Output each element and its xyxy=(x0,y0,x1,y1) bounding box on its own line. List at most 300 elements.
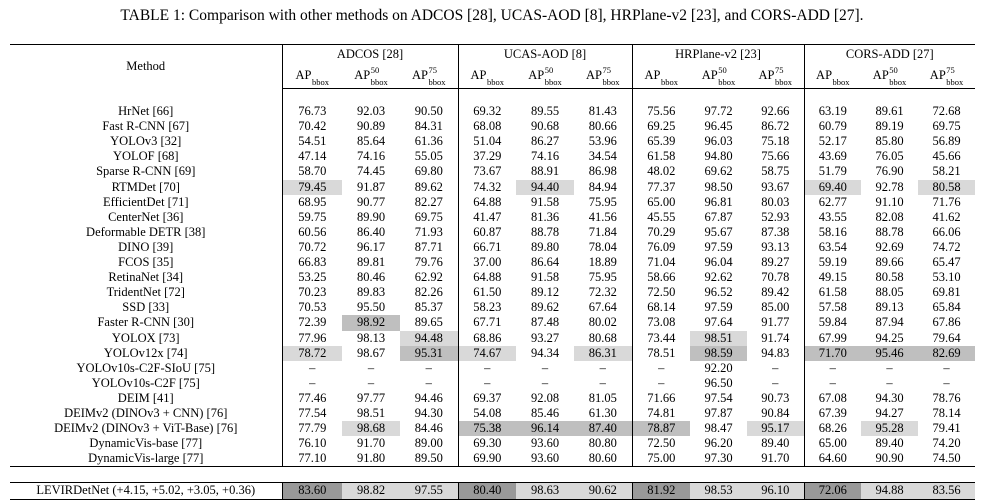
metric-label: AP bbox xyxy=(295,67,329,87)
value-cell: 94.88 xyxy=(861,483,918,499)
value-cell: – xyxy=(541,360,549,375)
value-cell: 80.46 xyxy=(356,270,386,285)
value-cell: 87.38 xyxy=(761,224,790,239)
value-cell: 80.80 xyxy=(588,436,617,451)
value-cell: 91.10 xyxy=(875,194,904,209)
metric-label: AP bbox xyxy=(816,67,850,87)
value-cell: 71.04 xyxy=(632,255,690,270)
value-cell: 67.99 xyxy=(804,331,861,346)
value-cell: 78.76 xyxy=(932,390,961,405)
value-cell: – xyxy=(804,361,861,376)
value-cell: 81.05 xyxy=(588,390,617,405)
value-cell: 89.55 xyxy=(530,104,560,119)
value-cell: 80.58 xyxy=(918,180,975,195)
value-cell: 73.08 xyxy=(632,315,690,330)
value-cell: 89.40 xyxy=(761,436,790,451)
value-cell: 86.27 xyxy=(530,134,560,149)
value-cell: 93.67 xyxy=(761,179,790,194)
method-name: YOLOv12x [74] xyxy=(103,345,188,360)
value-cell: 98.82 xyxy=(342,483,400,499)
value-cell: 53.25 xyxy=(282,270,342,285)
value-cell: 59.19 xyxy=(804,255,861,270)
value-cell: 41.56 xyxy=(588,209,617,224)
value-cell: 69.90 xyxy=(458,451,516,467)
value-cell: 70.29 xyxy=(632,225,690,240)
value-cell: 85.64 xyxy=(356,134,386,149)
value-cell: 65.00 xyxy=(804,436,861,451)
value-cell: 98.53 xyxy=(690,483,747,499)
value-cell: 77.37 xyxy=(632,180,690,195)
value-cell: 98.92 xyxy=(342,315,400,330)
table-row xyxy=(10,255,975,270)
metric-header xyxy=(632,63,690,89)
value-cell: 90.68 xyxy=(530,119,560,134)
value-cell: 72.68 xyxy=(932,104,961,119)
value-cell: 89.27 xyxy=(761,255,790,270)
value-cell: 72.50 xyxy=(632,285,690,300)
method-name: EfficientDet [71] xyxy=(103,194,189,209)
value-cell: 89.66 xyxy=(875,255,904,270)
value-cell: 68.26 xyxy=(804,421,861,436)
method-name: HrNet [66] xyxy=(118,104,174,119)
value-cell: 69.75 xyxy=(414,209,443,224)
value-cell: 97.30 xyxy=(690,451,747,467)
value-cell: 67.71 xyxy=(458,315,516,330)
value-cell: 75.18 xyxy=(761,134,790,149)
value-cell: 52.93 xyxy=(761,209,790,224)
value-cell: 89.62 xyxy=(530,300,560,315)
value-cell: 65.00 xyxy=(632,195,690,210)
value-cell: 37.29 xyxy=(458,149,516,164)
value-cell: 98.59 xyxy=(690,346,747,361)
value-cell: 80.66 xyxy=(588,119,617,134)
value-cell: – xyxy=(632,361,690,376)
value-cell: 64.88 xyxy=(458,195,516,210)
value-cell: 97.77 xyxy=(356,390,386,405)
value-cell: 87.71 xyxy=(414,239,443,254)
table-row xyxy=(10,406,975,421)
value-cell: 90.73 xyxy=(761,390,790,405)
value-cell: 66.06 xyxy=(932,224,961,239)
value-cell: 89.83 xyxy=(356,285,386,300)
value-cell: 65.84 xyxy=(932,300,961,315)
value-cell: 90.50 xyxy=(414,104,443,119)
value-cell: 79.76 xyxy=(414,255,443,270)
metric-label: AP$^{50}$ bbox xyxy=(872,64,907,87)
value-cell: 76.05 xyxy=(875,149,904,164)
value-cell: 92.03 xyxy=(356,104,386,119)
value-cell: – xyxy=(367,360,375,375)
method-name: YOLOv3 [32] xyxy=(110,134,182,149)
value-cell: 55.05 xyxy=(414,149,443,164)
value-cell: 80.02 xyxy=(588,315,617,330)
value-cell: 83.56 xyxy=(918,483,975,499)
value-cell: 64.88 xyxy=(458,270,516,285)
method-name: YOLOv10s-C2F-SIoU [75] xyxy=(76,360,216,375)
value-cell: – xyxy=(632,376,690,391)
value-cell: 64.60 xyxy=(804,451,861,467)
value-cell: 95.67 xyxy=(704,224,733,239)
value-cell: 77.54 xyxy=(282,406,342,421)
value-cell: 85.00 xyxy=(761,300,790,315)
value-cell: 58.66 xyxy=(632,270,690,285)
value-cell: 67.08 xyxy=(804,391,861,406)
value-cell: 98.47 xyxy=(704,421,733,436)
metric-header xyxy=(458,63,516,89)
value-cell: 89.65 xyxy=(414,315,443,330)
value-cell: 95.28 xyxy=(861,421,918,436)
value-cell: 96.14 xyxy=(516,421,574,436)
table-row xyxy=(10,376,975,391)
value-cell: 85.37 xyxy=(414,300,443,315)
value-cell: 69.62 xyxy=(704,164,733,179)
value-cell: 78.72 xyxy=(282,346,342,361)
value-cell: 61.30 xyxy=(588,405,617,420)
value-cell: 69.30 xyxy=(458,436,516,451)
value-cell: 74.16 xyxy=(356,149,386,164)
value-cell: 89.13 xyxy=(875,300,904,315)
method-name: Faster R-CNN [30] xyxy=(97,315,194,330)
value-cell: 18.89 xyxy=(588,255,617,270)
value-cell: 88.05 xyxy=(875,285,904,300)
value-cell: 96.52 xyxy=(704,285,733,300)
value-cell: 70.53 xyxy=(282,300,342,315)
group-header-cors-add xyxy=(804,45,975,64)
value-cell: 58.21 xyxy=(932,164,961,179)
metric-header xyxy=(918,63,975,89)
table-row xyxy=(10,331,975,346)
value-cell: 88.78 xyxy=(530,224,560,239)
value-cell: 96.50 xyxy=(704,375,733,390)
group-label: ADCOS [28] xyxy=(336,47,404,61)
method-name: LEVIRDetNet (+4.15, +5.02, +3.05, +0.36) xyxy=(10,483,282,499)
method-name: CenterNet [36] xyxy=(108,209,184,224)
table-row xyxy=(10,104,975,119)
value-cell: 90.89 xyxy=(356,119,386,134)
value-cell: 92.69 xyxy=(875,239,904,254)
final-row xyxy=(10,483,975,499)
value-cell: 74.72 xyxy=(932,239,961,254)
value-cell: 56.89 xyxy=(932,134,961,149)
value-cell: 94.30 xyxy=(414,405,443,420)
group-header-row xyxy=(10,45,975,64)
value-cell: 76.09 xyxy=(632,240,690,255)
value-cell: 84.31 xyxy=(414,119,443,134)
group-label: UCAS-AOD [8] xyxy=(503,47,587,61)
value-cell: 91.70 xyxy=(356,436,386,451)
value-cell: – xyxy=(282,376,342,391)
metric-header xyxy=(400,63,458,89)
value-cell: – xyxy=(367,375,375,390)
value-cell: 68.86 xyxy=(458,331,516,346)
method-name: DEIM [41] xyxy=(117,390,174,405)
value-cell: 43.69 xyxy=(804,149,861,164)
value-cell: 91.58 xyxy=(530,270,560,285)
value-cell: 65.39 xyxy=(632,134,690,149)
value-cell: 74.16 xyxy=(530,149,560,164)
spacer-row xyxy=(10,89,975,105)
value-cell: 67.64 xyxy=(588,300,617,315)
table-row xyxy=(10,119,975,134)
value-cell: 94.46 xyxy=(414,390,443,405)
method-name: YOLOv10s-C2F [75] xyxy=(91,375,200,390)
value-cell: 51.04 xyxy=(458,134,516,149)
value-cell: 34.54 xyxy=(588,149,617,164)
value-cell: 68.08 xyxy=(458,119,516,134)
metric-header xyxy=(804,63,861,89)
value-cell: 67.86 xyxy=(932,315,961,330)
method-name: YOLOX [73] xyxy=(111,330,180,345)
value-cell: 91.58 xyxy=(530,194,560,209)
value-cell: 83.60 xyxy=(282,483,342,499)
value-cell: 89.50 xyxy=(400,451,458,467)
value-cell: 88.91 xyxy=(530,164,560,179)
value-cell: 96.17 xyxy=(356,239,386,254)
value-cell: 96.10 xyxy=(747,483,804,499)
group-label: HRPlane-v2 [23] xyxy=(675,47,761,61)
value-cell: 58.75 xyxy=(761,164,790,179)
value-cell: 94.30 xyxy=(875,390,904,405)
value-cell: 61.50 xyxy=(458,285,516,300)
value-cell: 82.26 xyxy=(414,285,443,300)
method-name: TridentNet [72] xyxy=(106,285,185,300)
value-cell: 67.39 xyxy=(804,406,861,421)
value-cell: – xyxy=(599,360,606,375)
value-cell: 72.06 xyxy=(804,483,861,499)
value-cell: 77.79 xyxy=(282,421,342,436)
value-cell: 97.59 xyxy=(704,300,733,315)
value-cell: 92.08 xyxy=(530,390,560,405)
method-name: FCOS [35] xyxy=(118,255,174,270)
value-cell: 70.78 xyxy=(761,270,790,285)
value-cell: 75.95 xyxy=(588,194,617,209)
value-cell: 47.14 xyxy=(282,149,342,164)
value-cell: 82.69 xyxy=(918,346,975,361)
value-cell: 78.14 xyxy=(932,405,961,420)
metric-header xyxy=(282,63,342,89)
method-name: Fast R-CNN [67] xyxy=(102,119,190,134)
value-cell: 90.84 xyxy=(761,405,790,420)
value-cell: 98.63 xyxy=(516,483,574,499)
value-cell: 68.95 xyxy=(282,195,342,210)
group-label: CORS-ADD [27] xyxy=(845,47,934,61)
value-cell: 88.78 xyxy=(875,224,904,239)
table-row xyxy=(10,451,975,467)
value-cell: 84.94 xyxy=(588,179,617,194)
value-cell: 98.13 xyxy=(356,330,386,345)
value-cell: 89.40 xyxy=(875,436,904,451)
method-name: DINO [39] xyxy=(118,239,174,254)
value-cell: 69.80 xyxy=(414,164,443,179)
value-cell: 77.46 xyxy=(282,391,342,406)
method-name: DEIMv2 (DINOv3 + ViT-Base) [76] xyxy=(54,421,238,436)
value-cell: 97.55 xyxy=(400,483,458,499)
value-cell: 89.90 xyxy=(356,209,386,224)
value-cell: 70.23 xyxy=(282,285,342,300)
metric-header xyxy=(861,63,918,89)
value-cell: 75.00 xyxy=(632,451,690,467)
value-cell: 70.42 xyxy=(282,119,342,134)
metric-header xyxy=(574,63,632,89)
value-cell: 79.45 xyxy=(282,180,342,195)
metric-label: AP bbox xyxy=(470,67,504,87)
comparison-table xyxy=(10,44,975,500)
value-cell: 76.73 xyxy=(282,104,342,119)
metric-label: AP$^{50}$ bbox xyxy=(528,64,562,87)
value-cell: 37.00 xyxy=(458,255,516,270)
method-name: YOLOF [68] xyxy=(112,149,179,164)
value-cell: 61.58 xyxy=(804,285,861,300)
value-cell: 91.87 xyxy=(356,179,386,194)
value-cell: – xyxy=(282,361,342,376)
table-row xyxy=(10,134,975,149)
value-cell: 45.66 xyxy=(932,149,961,164)
table-row xyxy=(10,391,975,406)
value-cell: 81.43 xyxy=(588,104,617,119)
value-cell: 66.83 xyxy=(282,255,342,270)
value-cell: 98.51 xyxy=(690,331,747,346)
value-cell: 80.03 xyxy=(761,194,790,209)
method-header: Method xyxy=(10,45,282,89)
value-cell: – xyxy=(458,376,516,391)
value-cell: 92.20 xyxy=(704,360,733,375)
value-cell: – xyxy=(425,375,432,390)
value-cell: 60.79 xyxy=(804,119,861,134)
value-cell: 97.64 xyxy=(704,315,733,330)
value-cell: 71.66 xyxy=(632,391,690,406)
value-cell: 89.12 xyxy=(530,285,560,300)
value-cell: – xyxy=(425,360,432,375)
value-cell: 97.72 xyxy=(704,104,733,119)
value-cell: 94.34 xyxy=(530,345,560,360)
value-cell: 94.27 xyxy=(875,405,904,420)
value-cell: 96.81 xyxy=(704,194,733,209)
metric-header xyxy=(690,63,747,89)
value-cell: 81.36 xyxy=(530,209,560,224)
value-cell: 91.77 xyxy=(761,315,790,330)
method-name: RTMDet [70] xyxy=(111,179,180,194)
value-cell: 94.83 xyxy=(761,345,790,360)
table-row xyxy=(10,436,975,451)
value-cell: 86.64 xyxy=(530,255,560,270)
value-cell: – xyxy=(599,375,606,390)
value-cell: 97.87 xyxy=(704,405,733,420)
value-cell: 72.50 xyxy=(632,436,690,451)
value-cell: 45.55 xyxy=(632,210,690,225)
value-cell: 48.02 xyxy=(632,164,690,179)
method-name: DEIMv2 (DINOv3 + CNN) [76] xyxy=(64,405,228,420)
value-cell: 87.94 xyxy=(875,315,904,330)
value-cell: 91.70 xyxy=(747,451,804,467)
value-cell: 75.56 xyxy=(632,104,690,119)
table-row xyxy=(10,180,975,195)
value-cell: 54.08 xyxy=(458,406,516,421)
table-body xyxy=(10,89,975,500)
method-name: RetinaNet [34] xyxy=(108,270,184,285)
value-cell: 58.70 xyxy=(282,164,342,179)
value-cell: 89.80 xyxy=(530,239,560,254)
value-cell: 53.96 xyxy=(588,134,617,149)
value-cell: 71.76 xyxy=(932,194,961,209)
table-row xyxy=(10,361,975,376)
value-cell: 98.50 xyxy=(704,179,733,194)
value-cell: 98.68 xyxy=(342,421,400,436)
value-cell: 86.40 xyxy=(356,224,386,239)
table-row xyxy=(10,270,975,285)
value-cell: 86.72 xyxy=(761,119,790,134)
value-cell: 89.61 xyxy=(875,104,904,119)
table-row xyxy=(10,346,975,361)
table-row xyxy=(10,315,975,330)
value-cell: 82.27 xyxy=(414,194,443,209)
value-cell: 74.67 xyxy=(458,346,516,361)
table-row xyxy=(10,210,975,225)
value-cell: 58.23 xyxy=(458,300,516,315)
value-cell: 72.32 xyxy=(588,285,617,300)
value-cell: 71.93 xyxy=(414,224,443,239)
table-row xyxy=(10,240,975,255)
value-cell: 41.47 xyxy=(458,210,516,225)
value-cell: 96.45 xyxy=(704,119,733,134)
value-cell: 60.87 xyxy=(458,225,516,240)
value-cell: 89.00 xyxy=(414,436,443,451)
method-name: Deformable DETR [38] xyxy=(86,224,206,239)
value-cell: 95.46 xyxy=(861,346,918,361)
value-cell: – xyxy=(943,375,950,390)
value-cell: 91.74 xyxy=(761,330,790,345)
value-cell: 74.50 xyxy=(918,451,975,467)
value-cell: 94.25 xyxy=(875,330,904,345)
value-cell: 89.42 xyxy=(761,285,790,300)
value-cell: 74.45 xyxy=(356,164,386,179)
value-cell: 74.81 xyxy=(632,406,690,421)
value-cell: 58.16 xyxy=(804,225,861,240)
method-name: Sparse R-CNN [69] xyxy=(96,164,196,179)
value-cell: 73.44 xyxy=(632,331,690,346)
metric-label: AP$^{50}$ bbox xyxy=(354,64,388,87)
value-cell: 69.40 xyxy=(804,180,861,195)
value-cell: 85.46 xyxy=(530,405,560,420)
value-cell: 91.80 xyxy=(342,451,400,467)
value-cell: – xyxy=(458,361,516,376)
value-cell: 95.50 xyxy=(356,300,386,315)
value-cell: 53.10 xyxy=(932,270,961,285)
value-cell: – xyxy=(804,376,861,391)
value-cell: 87.48 xyxy=(530,315,560,330)
value-cell: 61.58 xyxy=(632,149,690,164)
value-cell: 90.77 xyxy=(356,194,386,209)
table-row xyxy=(10,149,975,164)
value-cell: 77.96 xyxy=(282,331,342,346)
value-cell: 97.59 xyxy=(704,239,733,254)
value-cell: 93.60 xyxy=(516,451,574,467)
value-cell: 94.40 xyxy=(516,180,574,195)
value-cell: 86.31 xyxy=(574,346,632,361)
value-cell: 54.51 xyxy=(282,134,342,149)
value-cell: 60.56 xyxy=(282,225,342,240)
value-cell: 78.51 xyxy=(632,346,690,361)
value-cell: 62.92 xyxy=(414,270,443,285)
value-cell: 80.40 xyxy=(458,483,516,499)
value-cell: 69.37 xyxy=(458,391,516,406)
value-cell: 98.51 xyxy=(356,405,386,420)
value-cell: 98.67 xyxy=(356,345,386,360)
table-caption: TABLE 1: Comparison with other methods on ADCOS [28], UCAS-AOD [8], HRPlane-v2 [23], and CORS-ADD [27]. xyxy=(120,7,864,24)
method-name: DynamicVis-base [77] xyxy=(89,436,203,451)
method-name: DynamicVis-large [77] xyxy=(10,451,282,467)
table-row xyxy=(10,195,975,210)
value-cell: 70.72 xyxy=(282,240,342,255)
